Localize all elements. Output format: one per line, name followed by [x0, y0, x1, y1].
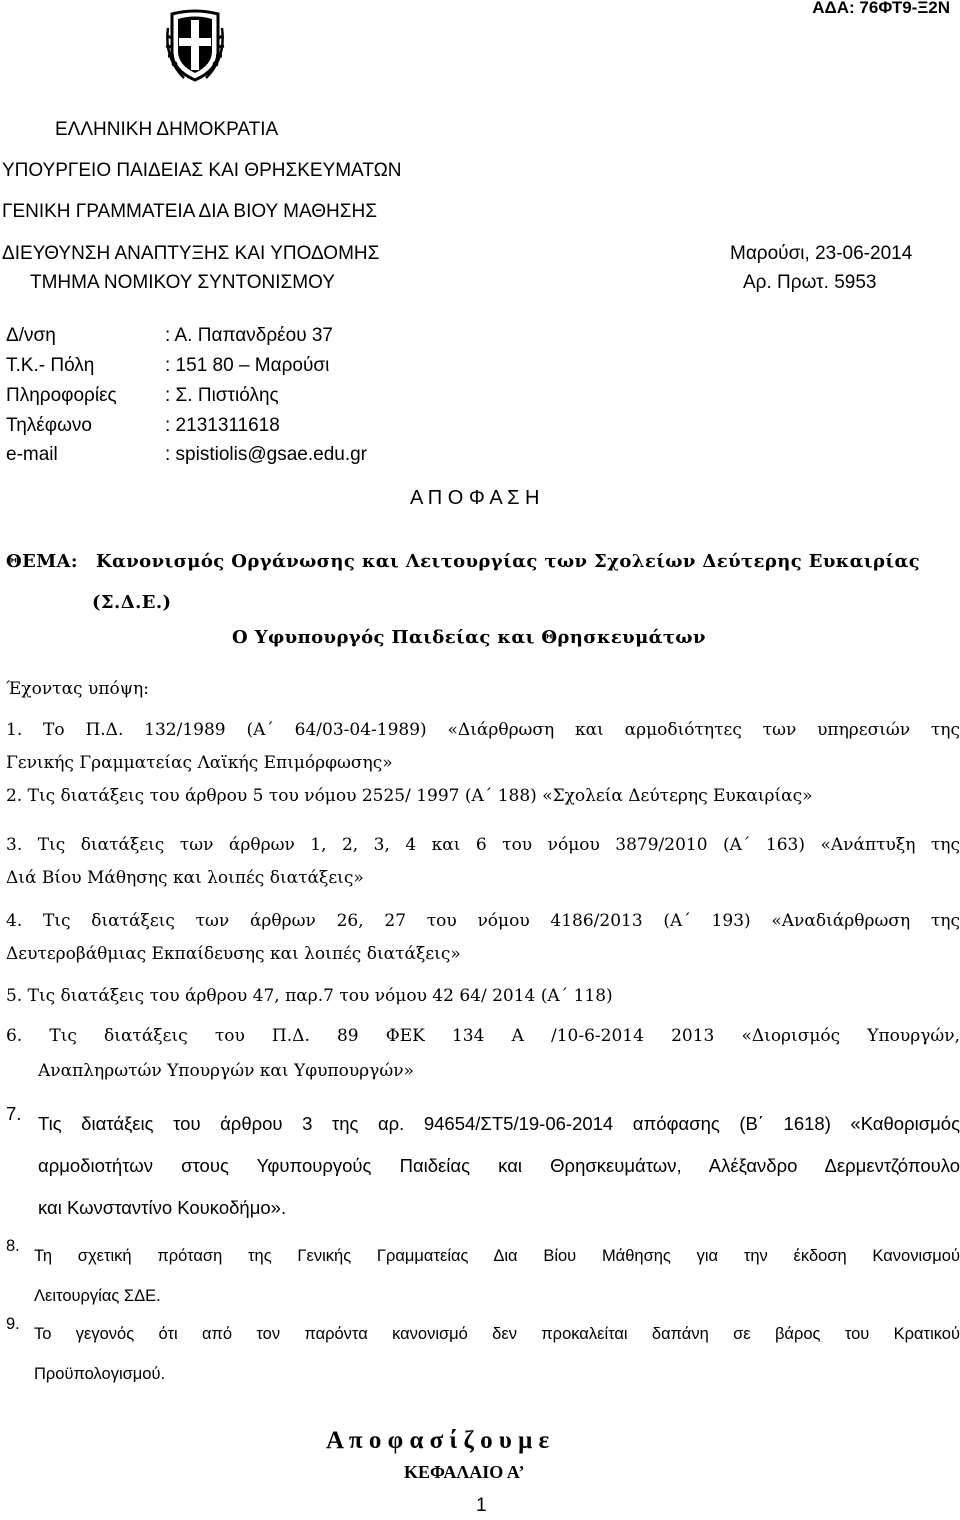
item-8-line-1: Τη σχετική πρόταση της Γενικής Γραμματείας Δια Βίου Μάθησης για την έκδοση Κανονισμού [34, 1247, 960, 1265]
protocol-number: Αρ. Πρωτ. 5953 [743, 272, 877, 293]
item-7-line-2: αρμοδιοτήτων στους Υφυπουργούς Παιδείας και Θρησκευμάτων, Αλέξανδρο Δερμεντζόπουλο [38, 1155, 960, 1176]
list-item [6, 829, 960, 895]
list-item [34, 1314, 960, 1394]
item-1-line-2: Γενικής Γραμματείας Λαϊκής Επιμόρφωσης» [6, 753, 393, 773]
item-7-line-3: και Κωνσταντίνο Κουκοδήμο». [38, 1197, 287, 1218]
header-general-secretariat: ΓΕΝΙΚΗ ΓΡΑΜΜΑΤΕΙΑ ΔΙΑ ΒΙΟΥ ΜΑΘΗΣΗΣ [2, 201, 377, 222]
header-republic: ΕΛΛΗΝΙΚΗ ΔΗΜΟΚΡΑΤΙΑ [55, 119, 279, 140]
list-item [38, 1103, 960, 1229]
contact-label-info: Πληροφορίες [6, 385, 117, 406]
item-7-number: 7. [6, 1103, 22, 1124]
contact-value-address: : Α. Παπανδρέου 37 [165, 325, 333, 346]
decision-title: Α Π Ο Φ Α Σ Η [410, 487, 540, 509]
item-8-number: 8. [6, 1237, 20, 1255]
header-ministry: ΥΠΟΥΡΓΕΙΟ ΠΑΙΔΕΙΑΣ ΚΑΙ ΘΡΗΣΚΕΥΜΑΤΩΝ [2, 160, 402, 181]
header-directorate: ΔΙΕΥΘΥΝΣΗ ΑΝΑΠΤΥΞΗΣ ΚΑΙ ΥΠΟΔΟΜΗΣ [2, 243, 380, 264]
considering-heading: Έχοντας υπόψη: [6, 679, 149, 699]
item-9-line-2: Προϋπολογισμού. [34, 1365, 166, 1383]
item-7-line-1: Τις διατάξεις του άρθρου 3 της αρ. 94654/ΣΤ5/19-06-2014 απόφασης (Β΄ 1618) «Καθορισμός [38, 1113, 960, 1134]
item-6-line-1: 6. Τις διατάξεις του Π.Δ. 89 ΦΕΚ 134 Α /10-6-2014 2013 «Διορισμός Υπουργών, [6, 1026, 960, 1046]
chapter-heading: ΚΕΦΑΛΑΙΟ Α’ [404, 1462, 525, 1482]
list-item [6, 780, 960, 813]
list-item [34, 1236, 960, 1316]
contact-label-email: e-mail [6, 444, 58, 465]
contact-label-address: Δ/νση [6, 325, 56, 346]
item-6-line-2: Αναπληρωτών Υπουργών και Υφυπουργών» [38, 1061, 414, 1081]
page-number: 1 [476, 1495, 487, 1516]
item-8-line-2: Λειτουργίας ΣΔΕ. [34, 1287, 161, 1305]
list-item [6, 714, 960, 780]
greek-emblem-icon [164, 8, 226, 86]
item-4-line-2: Δευτεροβάθμιας Εκπαίδευσης και λοιπές διατάξεις» [6, 944, 461, 964]
item-9-number: 9. [6, 1315, 20, 1333]
contact-value-phone: : 2131311618 [165, 415, 280, 436]
subject-line-1: Κανονισμός Οργάνωσης και Λειτουργίας των Σχολείων Δεύτερης Ευκαιρίας [96, 551, 921, 572]
contact-value-email: : spistiolis@gsae.edu.gr [165, 444, 367, 465]
ada-code: ΑΔΑ: 76ΦΤ9-Ξ2Ν [812, 0, 950, 17]
minister-title: Ο Υφυπουργός Παιδείας και Θρησκευμάτων [232, 627, 706, 648]
contact-value-info: : Σ. Πιστιόλης [165, 385, 279, 406]
contact-label-postcode: Τ.Κ.- Πόλη [6, 355, 95, 376]
item-9-line-1: Το γεγονός ότι από τον παρόντα κανονισμό δεν προκαλείται δαπάνη σε βάρος του Κρατικού [34, 1325, 960, 1343]
contact-value-postcode: : 151 80 – Μαρούσι [165, 355, 330, 376]
contact-label-phone: Τηλέφωνο [6, 415, 92, 436]
list-item [6, 905, 960, 971]
item-1-line-1: 1. Το Π.Δ. 132/1989 (Α΄ 64/03-04-1989) «Διάρθρωση και αρμοδιότητες των υπηρεσιών της [6, 720, 960, 740]
subject-label: ΘΕΜΑ: [6, 551, 78, 572]
item-3-line-2: Διά Βίου Μάθησης και λοιπές διατάξεις» [6, 868, 364, 888]
item-4-line-1: 4. Τις διατάξεις των άρθρων 26, 27 του νόμου 4186/2013 (Α΄ 193) «Αναδιάρθρωση της [6, 911, 960, 931]
header-department: ΤΜΗΜΑ ΝΟΜΙΚΟΥ ΣΥΝΤΟΝΙΣΜΟΥ [30, 272, 335, 293]
decide-heading: Α π ο φ α σ ί ζ ο υ μ ε [326, 1427, 550, 1454]
item-2-line-1: 2. Τις διατάξεις του άρθρου 5 του νόμου 2525/ 1997 (Α΄ 188) «Σχολεία Δεύτερης Ευκαιρίας» [6, 786, 813, 806]
list-item [6, 1019, 960, 1089]
item-5-line-1: 5. Τις διατάξεις του άρθρου 47, παρ.7 του νόμου 42 64/ 2014 (Α΄ 118) [6, 986, 613, 1006]
item-3-line-1: 3. Τις διατάξεις των άρθρων 1, 2, 3, 4 και 6 του νόμου 3879/2010 (Α΄ 163) «Ανάπτυξη της [6, 835, 960, 855]
subject-line-2: (Σ.Δ.Ε.) [92, 592, 172, 613]
list-item [6, 980, 960, 1013]
place-date: Μαρούσι, 23-06-2014 [730, 243, 913, 264]
